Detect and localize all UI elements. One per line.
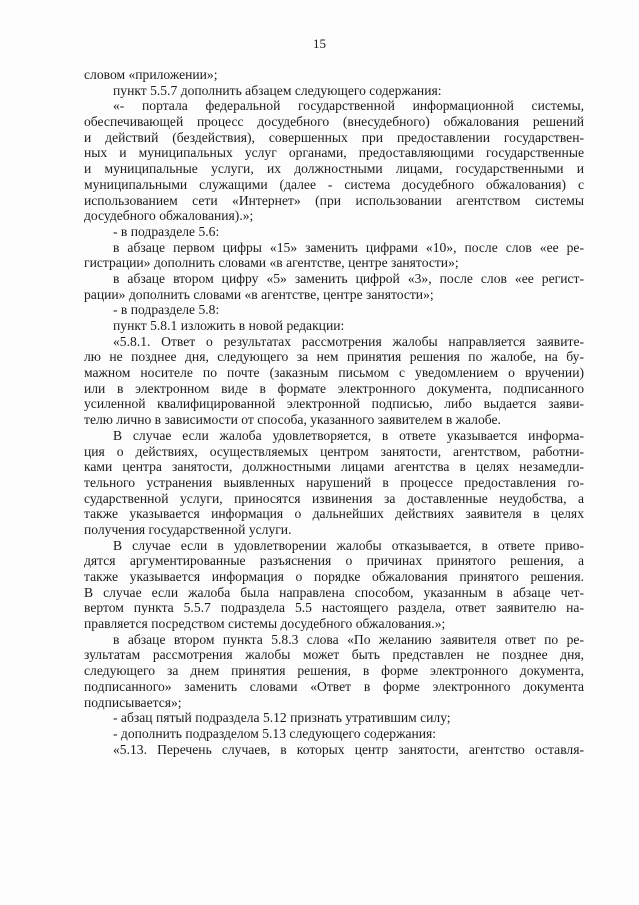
text-line: мажном носителе по почте (заказным письмом с уведомлением о вручении): [84, 365, 584, 381]
text-line: подписывается»;: [84, 694, 182, 710]
text-line: - дополнить подразделом 5.13 следующего содержания:: [113, 725, 437, 741]
text-line: «5.13. Перечень случаев, в которых центр занятости, агентство оставля-: [113, 741, 584, 757]
text-line: В случае если в удовлетворении жалобы отказывается, в ответе приво-: [113, 537, 584, 553]
text-line: словом «приложении»;: [84, 67, 218, 82]
text-line: телю лично в зависимости от способа, указанного заявителем в жалобе.: [84, 412, 501, 428]
document-body: [84, 67, 584, 757]
text-line: использованием сети «Интернет» (при использовании агентством системы: [84, 192, 584, 208]
text-line: ками центра занятости, должностными лицами агентства в целях незамедли-: [84, 459, 584, 475]
text-line: - абзац пятый подраздела 5.12 признать утратившим силу;: [113, 710, 451, 726]
text-line: в абзаце втором цифру «5» заменить цифрой «3», после слов «ее регист-: [113, 270, 584, 286]
text-line: в абзаце первом цифры «15» заменить цифрами «10», после слов «ее ре-: [113, 239, 584, 255]
text-line: зультатам рассмотрения жалобы может быть представлен не позднее дня,: [84, 647, 584, 663]
text-line: В случае если жалоба удовлетворяется, в ответе указывается информа-: [113, 427, 584, 443]
page-number: 15: [313, 36, 326, 51]
text-line: или в электронном виде в формате электронного документа, подписанного: [84, 380, 584, 396]
text-line: также указывается информация о порядке обжалования принятого решения.: [84, 569, 584, 584]
text-line: - в подразделе 5.6:: [113, 223, 220, 239]
text-line: В случае если жалоба была направлена способом, указанным в абзаце чет-: [84, 584, 584, 600]
text-line: «- портала федеральной государственной информационной системы,: [113, 98, 584, 114]
text-line: и действий (бездействия), совершенных при предоставлении государствен-: [84, 129, 584, 145]
text-line: муниципальными служащими (далее - система досудебного обжалования) с: [84, 176, 584, 192]
text-line: усиленной квалифицированной электронной подписью, либо выдается заяви-: [84, 396, 584, 412]
text-line: получения государственной услуги.: [84, 521, 292, 537]
text-line: лю не позднее дня, следующего за нем принятия решения по жалобе, на бу-: [84, 349, 584, 365]
text-line: и муниципальные услуги, их должностными лицами, государственными и: [84, 161, 584, 177]
text-line: также указывается информация о дальнейших действиях заявителя в целях: [84, 506, 584, 522]
text-line: - в подразделе 5.8:: [113, 302, 220, 318]
text-line: подписанного» заменить словами «Ответ в форме электронного документа: [84, 678, 584, 694]
text-line: ных и муниципальных услуг органами, предоставляющими государственные: [84, 145, 584, 161]
text-line: сударственной услуги, приносятся извинения за доставленные неудобства, а: [84, 490, 584, 506]
text-line: пункт 5.8.1 изложить в новой редакции:: [113, 318, 345, 333]
text-line: рации» дополнить словами «в агентстве, центре занятости»;: [84, 286, 434, 302]
text-line: правляется посредством системы досудебного обжалования.»;: [84, 616, 446, 632]
text-line: дятся аргументированные разъяснения о причинах принятого решения, а: [84, 553, 584, 569]
text-line: тельного устранения выявленных нарушений в процессе предоставления го-: [84, 474, 584, 490]
text-line: следующего за днем принятия решения, в форме электронного документа,: [84, 663, 584, 679]
text-line: обеспечивающей процесс досудебного (внесудебного) обжалования решений: [84, 114, 584, 130]
text-line: «5.8.1. Ответ о результатах рассмотрения жалобы направляется заявите-: [113, 333, 584, 349]
text-line: гистрации» дополнить словами «в агентстве, центре занятости»;: [84, 255, 459, 271]
text-line: ция о действиях, осуществляемых центром занятости, агентством, работни-: [84, 443, 584, 459]
text-line: вертом пункта 5.5.7 подраздела 5.5 настоящего раздела, ответ заявителю на-: [84, 600, 584, 616]
text-line: в абзаце втором пункта 5.8.3 слова «По желанию заявителя ответ по ре-: [113, 631, 584, 647]
text-line: досудебного обжалования).»;: [84, 208, 254, 224]
text-line: пункт 5.5.7 дополнить абзацем следующего содержания:: [113, 82, 442, 98]
